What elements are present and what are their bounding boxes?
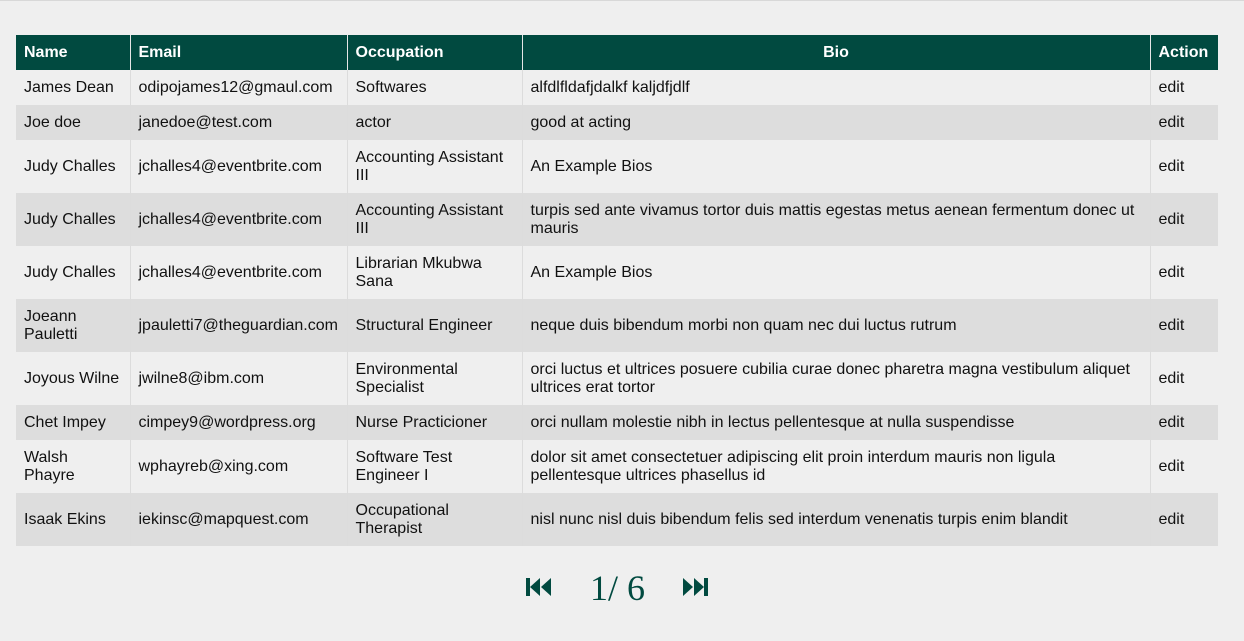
cell-bio: nisl nunc nisl duis bibendum felis sed interdum venenatis turpis enim blandit — [522, 493, 1150, 546]
cell-name: Walsh Phayre — [16, 440, 130, 493]
edit-link[interactable]: edit — [1150, 440, 1218, 493]
edit-link[interactable]: edit — [1150, 299, 1218, 352]
cell-name: Joe doe — [16, 105, 130, 140]
edit-link[interactable]: edit — [1150, 352, 1218, 405]
cell-occupation: Softwares — [347, 70, 522, 105]
cell-bio: alfdlfldafjdalkf kaljdfjdlf — [522, 70, 1150, 105]
header-name: Name — [16, 35, 130, 70]
cell-bio: good at acting — [522, 105, 1150, 140]
skip-last-icon — [681, 576, 709, 598]
edit-link[interactable]: edit — [1150, 193, 1218, 246]
cell-bio: An Example Bios — [522, 246, 1150, 299]
table-row — [16, 70, 1218, 105]
cell-email: jchalles4@eventbrite.com — [130, 193, 347, 246]
cell-email: cimpey9@wordpress.org — [130, 405, 347, 440]
cell-occupation: Occupational Therapist — [347, 493, 522, 546]
cell-name: Joyous Wilne — [16, 352, 130, 405]
table-row — [16, 440, 1218, 493]
edit-link[interactable]: edit — [1150, 105, 1218, 140]
table-row — [16, 246, 1218, 299]
first-page-button[interactable] — [525, 576, 553, 598]
cell-bio: turpis sed ante vivamus tortor duis mattis egestas metus aenean fermentum donec ut mauris — [522, 193, 1150, 246]
table-row — [16, 405, 1218, 440]
table-row — [16, 193, 1218, 246]
table-row — [16, 493, 1218, 546]
cell-email: odipojames12@gmaul.com — [130, 70, 347, 105]
users-table-container — [16, 35, 1218, 546]
page-indicator: 1/ 6 — [589, 568, 645, 608]
cell-occupation: Environmental Specialist — [347, 352, 522, 405]
cell-occupation: Accounting Assistant III — [347, 193, 522, 246]
cell-email: janedoe@test.com — [130, 105, 347, 140]
header-email: Email — [130, 35, 347, 70]
pagination — [0, 566, 1244, 610]
skip-first-icon — [525, 576, 553, 598]
table-row — [16, 299, 1218, 352]
users-table — [16, 35, 1218, 546]
cell-bio: neque duis bibendum morbi non quam nec dui luctus rutrum — [522, 299, 1150, 352]
cell-occupation: Structural Engineer — [347, 299, 522, 352]
cell-name: James Dean — [16, 70, 130, 105]
cell-occupation: Software Test Engineer I — [347, 440, 522, 493]
cell-name: Isaak Ekins — [16, 493, 130, 546]
last-page-button[interactable] — [681, 576, 709, 598]
cell-occupation: Nurse Practicioner — [347, 405, 522, 440]
cell-email: jchalles4@eventbrite.com — [130, 140, 347, 193]
cell-email: jwilne8@ibm.com — [130, 352, 347, 405]
top-divider — [0, 0, 1244, 1]
cell-occupation: Librarian Mkubwa Sana — [347, 246, 522, 299]
cell-bio: An Example Bios — [522, 140, 1150, 193]
header-occupation: Occupation — [347, 35, 522, 70]
edit-link[interactable]: edit — [1150, 70, 1218, 105]
edit-link[interactable]: edit — [1150, 405, 1218, 440]
cell-name: Joeann Pauletti — [16, 299, 130, 352]
table-row — [16, 140, 1218, 193]
cell-name: Judy Challes — [16, 193, 130, 246]
cell-email: wphayreb@xing.com — [130, 440, 347, 493]
cell-name: Chet Impey — [16, 405, 130, 440]
edit-link[interactable]: edit — [1150, 493, 1218, 546]
table-row — [16, 352, 1218, 405]
cell-occupation: actor — [347, 105, 522, 140]
cell-bio: dolor sit amet consectetuer adipiscing elit proin interdum mauris non ligula pellentesque ultrices phasellus id — [522, 440, 1150, 493]
header-action: Action — [1150, 35, 1218, 70]
cell-occupation: Accounting Assistant III — [347, 140, 522, 193]
cell-email: iekinsc@mapquest.com — [130, 493, 347, 546]
cell-bio: orci nullam molestie nibh in lectus pellentesque at nulla suspendisse — [522, 405, 1150, 440]
header-bio: Bio — [522, 35, 1150, 70]
edit-link[interactable]: edit — [1150, 246, 1218, 299]
cell-name: Judy Challes — [16, 246, 130, 299]
cell-name: Judy Challes — [16, 140, 130, 193]
cell-bio: orci luctus et ultrices posuere cubilia curae donec pharetra magna vestibulum aliquet ultrices erat tortor — [522, 352, 1150, 405]
table-row — [16, 105, 1218, 140]
cell-email: jchalles4@eventbrite.com — [130, 246, 347, 299]
cell-email: jpauletti7@theguardian.com — [130, 299, 347, 352]
edit-link[interactable]: edit — [1150, 140, 1218, 193]
table-header-row — [16, 35, 1218, 70]
